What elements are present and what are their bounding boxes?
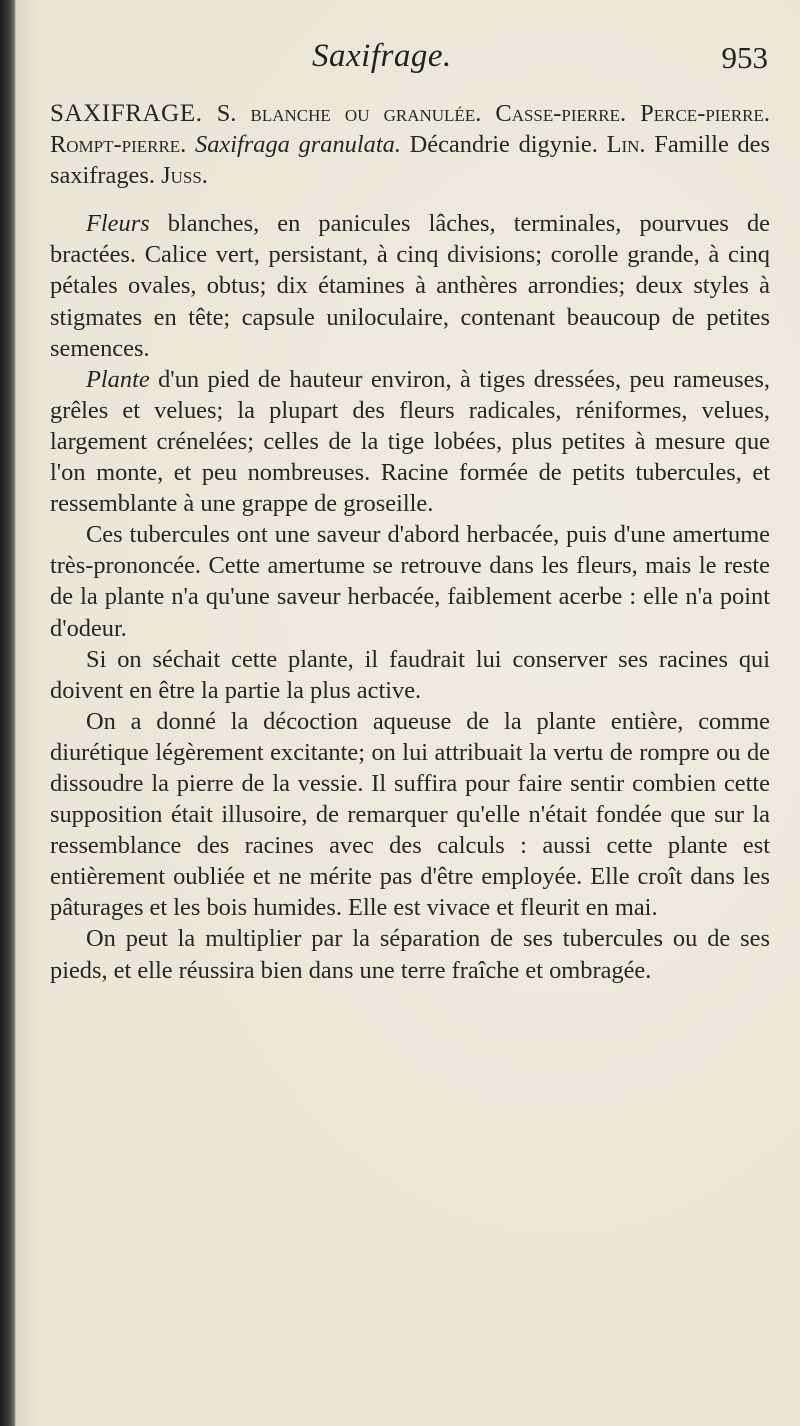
paragraph-text: Ces tubercules ont une saveur d'abord herbacée, puis d'une amertume très-prononcée. Cette amertume se retrouve dans les fleurs, mais le reste de la plante n'a qu'une saveur herbacée, faiblement acerbe : elle n'a point d'odeur. xyxy=(50,521,770,642)
paragraph-uses xyxy=(50,706,770,924)
entry-headword: SAXIFRAGE. xyxy=(50,100,203,127)
paragraph-text: blanches, en panicules lâches, terminales, pourvues de bractées. Calice vert, persistant, à cinq divisions; corolle grande, à cinq pétales ovales, obtus; dix étamines à anthères arrondies; deux styles à stigmates en tête; capsule uniloculaire, contenant beaucoup de petites semences. xyxy=(50,210,770,362)
paragraph-text: Si on séchait cette plante, il faudrait lui conserver ses racines qui doivent en être la partie la plus active. xyxy=(50,645,770,704)
paragraph-taste xyxy=(50,519,770,643)
paragraph-plant xyxy=(50,364,770,519)
entry-latin-name: Saxifraga granulata. xyxy=(195,131,401,159)
book-spine-shadow xyxy=(0,0,16,1426)
entry-synonyms-prefix: S. xyxy=(216,100,237,127)
paragraph-lead: Fleurs xyxy=(86,210,150,238)
body-text xyxy=(50,98,770,986)
paragraph-flowers xyxy=(50,208,770,363)
entry-family: Famille des saxifrages. xyxy=(50,131,771,190)
entry-heading xyxy=(50,98,770,191)
paragraph-drying xyxy=(50,644,770,706)
paragraph-lead: Plante xyxy=(86,365,150,393)
entry-synonyms: blanche ou granulée. Casse-pierre. Perce-pierre. Rompt-pierre. xyxy=(50,100,770,159)
running-head-title: Saxifrage. xyxy=(312,38,452,74)
entry-author-lin: Lin. xyxy=(606,131,646,159)
page-number: 953 xyxy=(721,40,768,75)
paragraph-text: On a donné la décoction aqueuse de la plante entière, comme diurétique légèrement excitante; on lui attribuait la vertu de rompre ou de dissoudre la pierre de la vessie. Il suffira pour faire sentir combien cette supposition était illusoire, de remarquer qu'elle n'était fondée que sur la ressemblance des racines avec des calculs : aussi cette plante est entièrement oubliée et ne mérite pas d'être employée. Elle croît dans les pâturages et les bois humides. Elle est vivace et fleurit en mai. xyxy=(50,707,770,922)
entry-classification: Décandrie digynie. xyxy=(409,131,598,159)
paragraph-propagation xyxy=(50,923,770,985)
entry-author-juss: Juss. xyxy=(161,162,208,190)
running-head xyxy=(0,38,800,88)
paragraph-text: On peut la multiplier par la séparation de ses tubercules ou de ses pieds, et elle réussira bien dans une terre fraîche et ombragée. xyxy=(50,925,770,984)
paragraph-text: d'un pied de hauteur environ, à tiges dressées, peu rameuses, grêles et velues; la plupart des fleurs radicales, réniformes, velues, largement crénelées; celles de la tige lobées, plus petites à mesure que l'on monte, et peu nombreuses. Racine formée de petits tubercules, et ressemblante à une grappe de groseille. xyxy=(50,365,770,518)
